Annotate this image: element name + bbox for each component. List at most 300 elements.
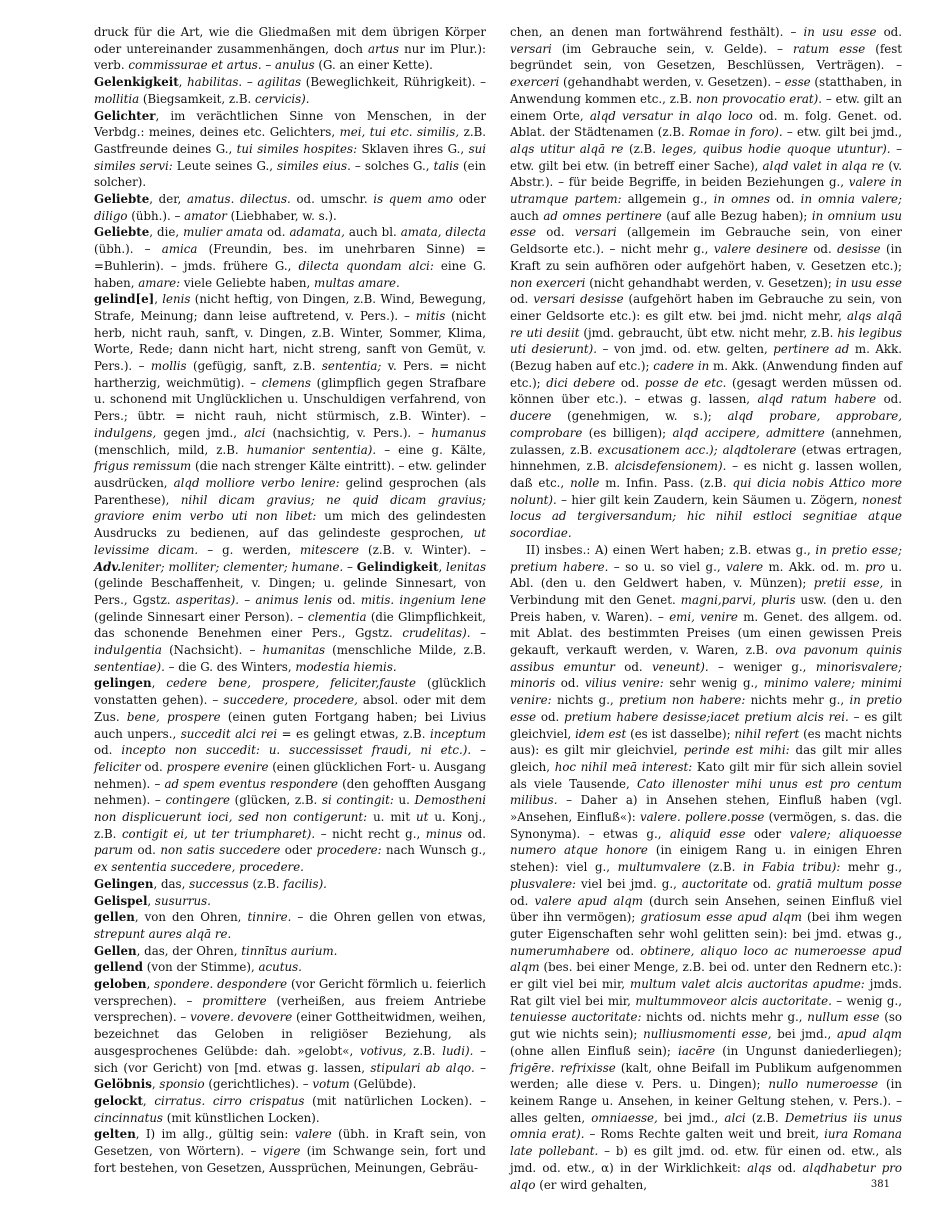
latin-term: promittere (202, 993, 267, 1008)
entry-text: (z.B. v. Winter). – (359, 542, 486, 557)
latin-term: in omnium usu esse (510, 208, 902, 240)
entry-text: , (142, 1094, 155, 1108)
left-column (94, 24, 486, 1177)
latin-term: multas amare. (314, 275, 400, 290)
latin-term: nonest locus ad tergiversandum; hic nihil estloci segnitiae atque socordiae. (510, 492, 902, 541)
latin-term: artus (368, 41, 400, 56)
entry-text: m. Akk. (Anwendung finden auf etc.); (510, 359, 902, 390)
latin-term: humanus (431, 425, 486, 440)
entry-text: – so u. so viel g., (608, 559, 727, 574)
latin-term: contigit ei, ut ter triumpharet). (121, 826, 316, 841)
entry-text: u. Konj., z.B. (94, 810, 486, 841)
latin-term: in omnes (713, 192, 771, 207)
entry-text: – (343, 559, 357, 574)
latin-term: in omnia valere; (800, 192, 903, 207)
entry-text: – wenig g., (831, 993, 902, 1008)
latin-term: ludi). (442, 1043, 474, 1058)
latin-term: pretii esse, (813, 576, 884, 591)
entry-text: (Gelübde). (349, 1077, 417, 1092)
latin-term: ut (416, 810, 429, 825)
latin-term: ad omnes pertinere (543, 208, 662, 223)
entry-text: – nicht recht g., (315, 826, 426, 841)
entry-text: – es gilt gleichviel, (510, 709, 903, 741)
entry-text: (mit künstlichen Locken). (162, 1110, 320, 1125)
latin-term: non provocatio erat). (695, 91, 823, 106)
dictionary-entry (94, 1093, 486, 1126)
entry-text: (nachsichtig, v. Pers.). – (265, 425, 432, 440)
latin-term: incepto non succedit: u. successisset fraudi, ni etc.). (121, 743, 472, 758)
entry-text: , (151, 1077, 160, 1092)
latin-term: dilecta quondam alci: (298, 258, 434, 273)
entry-text: od. (510, 292, 534, 307)
latin-term: magni,parvi, pluris (680, 592, 796, 607)
entry-text: (vor Gericht förmlich u. feierlich versprechen). – (94, 977, 487, 1008)
latin-term: alci (244, 425, 266, 440)
latin-term: facilis). (283, 876, 327, 891)
latin-term: desisse (837, 242, 881, 257)
entry-text: oder (745, 826, 790, 841)
latin-term: alqs utitur alqā re (510, 141, 624, 156)
dictionary-entry (94, 675, 486, 875)
latin-term: gratiosum esse apud alqm (640, 910, 802, 925)
latin-term: iura Romana late pollebant. (510, 1127, 902, 1159)
latin-term: clementia (307, 609, 367, 624)
page-number: 381 (870, 1179, 890, 1190)
entry-text: (jmd. gebraucht, übt etw. nicht mehr, z.B. (579, 325, 838, 340)
latin-term: frigus remissum (94, 459, 192, 474)
entry-text: (vermögen, s. das. die Synonyma). – etwas g., (510, 810, 902, 841)
entry-text: od. (615, 375, 645, 390)
entry-text: – von jmd. od. etw. gelten, (596, 342, 774, 357)
latin-term: dici debere (546, 375, 616, 390)
latin-term: feliciter (94, 759, 141, 774)
entry-text: od. (510, 893, 535, 908)
latin-term: esse (784, 75, 811, 90)
latin-term: similes eius (277, 158, 348, 173)
latin-term: leges, quibus hodie quoque utuntur). (661, 141, 891, 156)
entry-text: , (146, 977, 155, 992)
entry-text: (einen guten Fortgang haben; bei Livius auch unpers., (94, 709, 486, 741)
latin-term: lenitas (446, 559, 486, 574)
latin-term: indulgentia (94, 643, 162, 658)
latin-term: nulliusmomenti esse, (643, 1027, 772, 1042)
entry-text: (in einigem Rang u. in einigen Ehren stehen): viel g., (510, 843, 902, 875)
entry-text: (kalt, ohne Beifall im Publikum aufgenommen werden; alle diese v. Pers. u. Dingen); (510, 1060, 902, 1092)
entry-text: (gehandhabt werden, v. Gesetzen). – (559, 75, 785, 90)
entry-text: (annehmen, zulassen, z.B. (510, 425, 902, 457)
entry-text: – sich (vor Gericht) von [md. etwas g. lassen, (94, 1043, 486, 1075)
entry-text: – etw. gilt bei jmd., (782, 125, 903, 140)
entry-text: chen, an denen man fortwährend festhält). – (510, 25, 804, 39)
entry-text: – (474, 1060, 486, 1075)
entry-text: od. (462, 826, 486, 841)
latin-term: exerceri (510, 75, 560, 90)
latin-term: ducere (510, 409, 552, 424)
dictionary-entry (510, 542, 902, 1193)
headword: Gelingen (94, 876, 154, 891)
latin-term: bene, prospere (126, 709, 221, 724)
latin-term: parum (94, 843, 134, 858)
entry-text: od. (536, 709, 565, 724)
entry-text: (etwas ertragen, hinnehmen, z.B. (510, 442, 902, 474)
entry-text: (menschlich, mild, z.B. (94, 442, 247, 457)
headword: gellen (94, 910, 135, 925)
latin-term: animus lenis (255, 592, 333, 607)
latin-term: amica (161, 242, 198, 257)
latin-term: susurrus. (154, 893, 211, 908)
latin-term: cervicis). (255, 91, 310, 106)
latin-term: tinnītus aurium. (241, 943, 338, 958)
entry-text: auch (510, 208, 544, 223)
headword: gelind[e] (94, 292, 155, 307)
latin-term: plusvalere: (510, 876, 577, 891)
headword: Gelöbnis (94, 1077, 152, 1092)
entry-text: (Freundin, bes. im unehrbaren Sinne) = =Buhlerin). – jmds. frühere G., (94, 242, 486, 273)
entry-text: (genehmigen, w. s.); (551, 409, 728, 424)
entry-text: (z.B. (248, 876, 284, 891)
latin-term: nolle (570, 475, 600, 490)
latin-term: pretium non habere: (619, 693, 746, 708)
entry-text: (aufgehört haben im Gebrauche zu sein, von einer Geldsorte etc.): es gilt etw. bei jmd. nicht mehr, (510, 292, 903, 323)
entry-text: II) insbes.: A) einen Wert haben; z.B. etwas g., (526, 542, 816, 557)
entry-text: (v. Abstr.). – für beide Begriffe, in beiden Beziehungen g., (510, 158, 902, 190)
headword: Gelindigkeit (356, 559, 439, 574)
entry-text: um mich des gelindesten Ausdrucks zu bedienen, auf das gelindeste gesprochen, (94, 509, 486, 541)
latin-term: iacēre (678, 1043, 716, 1058)
entry-text: (glücken, z.B. (230, 793, 322, 808)
entry-text: jmds. Rat gilt viel bei mir, (510, 977, 903, 1008)
entry-text: viele Geliebte haben, (180, 275, 315, 290)
entry-text: m. Infin. Pass. (z.B. (599, 475, 733, 490)
latin-term: ratum esse (792, 41, 866, 56)
entry-text: (es ist dasselbe); (626, 726, 735, 741)
entry-text: (glücklich vonstatten gehen). – (94, 676, 487, 708)
latin-term: valere in utramque partem: (510, 175, 903, 207)
entry-text: usw. (den u. den Preis haben, v. Waren). – (510, 592, 902, 624)
entry-text: (nicht gehandhabt werden, v. Gesetzen); (585, 275, 836, 290)
entry-text: (es billigen); (582, 425, 673, 440)
entry-text: oder (280, 843, 317, 858)
entry-text: , (151, 676, 167, 691)
latin-term: cadere in (653, 359, 710, 374)
entry-text: . – (257, 58, 276, 73)
entry-text: (menschliche Milde, z.B. (325, 643, 487, 658)
entry-text: (einen glücklichen Fort- u. Ausgang nehmen). – (94, 759, 486, 791)
latin-term: in usu esse (803, 25, 877, 39)
latin-term: mitis (415, 308, 446, 323)
latin-term: non exerceri (510, 275, 586, 290)
entry-text: eine G. haben, (94, 258, 486, 290)
headword: gelockt (94, 1094, 143, 1108)
entry-text: – b) es gilt jmd. od. etw. für einen od. etw., als jmd. od. etw., α) in der Wirklichkeit: (510, 1144, 902, 1175)
latin-term: vilius venire: (584, 676, 664, 691)
entry-text: (verheißen, aus freiem Antriebe versprechen). – (94, 993, 486, 1025)
latin-term: nullo numeroesse (768, 1077, 879, 1092)
dictionary-entry (94, 976, 486, 1093)
entry-text: viel bei jmd. g., (576, 876, 682, 891)
latin-term: cincinnatus (94, 1110, 163, 1125)
entry-text: – die Ohren gellen von etwas, (291, 910, 486, 925)
headword: Gelispel (94, 893, 148, 908)
latin-term: emi, venire (669, 609, 738, 624)
latin-term: mollis (150, 359, 187, 374)
latin-term: prospere evenire (166, 759, 269, 774)
latin-term: versari (510, 41, 552, 56)
entry-text: – etw. gilt bei etw. (in betreff einer Sache), (510, 141, 903, 173)
latin-term: minorisvalere; minoris (510, 659, 902, 691)
entry-text: od. (807, 242, 838, 257)
dictionary-entry (94, 1126, 486, 1176)
latin-term: valere; aliquoesse numero atque honore (510, 826, 902, 858)
entry-text: – g. werden, (198, 542, 301, 557)
entry-text: sehr wenig g., (663, 676, 764, 691)
dictionary-entry (94, 291, 486, 675)
entry-text: od. (94, 743, 122, 758)
entry-text: (statthaben, in Anwendung kommen etc., z.B. (510, 75, 902, 106)
entry-text: – (470, 626, 486, 641)
latin-term: commissurae et artus (128, 58, 258, 73)
entry-text: , (438, 559, 447, 574)
headword: Gelenkigkeit (94, 75, 179, 90)
entry-text: , (147, 893, 155, 908)
latin-term: tenuiesse auctoritate: (510, 1010, 642, 1025)
latin-term: mitis. ingenium lene (360, 592, 486, 607)
latin-term: humanitas (262, 643, 326, 658)
latin-term: gratiā multum posse (776, 876, 902, 891)
headword: Geliebte (94, 192, 150, 207)
entry-text: Sklaven ihres G., (357, 141, 469, 156)
latin-term: perinde est mihi: (683, 743, 790, 758)
latin-term: valere desinere (713, 242, 808, 257)
entry-text: (im Gebrauche sein, v. Gelde). – (551, 41, 793, 56)
dictionary-entry (94, 24, 486, 74)
entry-text: u. Abl. (den u. den Geldwert haben, v. Münzen); (510, 559, 902, 591)
latin-term: valere. pollere.posse (639, 810, 765, 825)
entry-text: (Biegsamkeit, z.B. (139, 91, 256, 106)
entry-text: (gelinde Beschaffenheit, v. Dingen; u. gelinde Sinnesart, von Pers., Ggstz. (94, 576, 486, 607)
dictionary-entry (94, 943, 486, 960)
headword: Gellen (94, 943, 137, 958)
latin-term: posse de etc. (644, 375, 727, 390)
entry-text: (bei ihm wegen guter Eigenschaften sehr wohl gelitten sein): bei jmd. etwas g., (510, 910, 902, 941)
latin-term: alqs (747, 1160, 772, 1175)
entry-text: (fest begründet sein, von Gesetzen, Beschlüssen, Verträgen). – (510, 41, 902, 73)
entry-text: , das, der Ohren, (136, 943, 242, 958)
entry-text: v. Pers. = nicht hartherzig, weichmütig). – (94, 359, 487, 390)
entry-text: – (239, 592, 256, 607)
entry-text: od. (140, 759, 167, 774)
entry-text: (glimpflich gegen Strafbare u. schonend mit Unglücklichen u. Unschuldigen verfahrend, von Pers.; übtr. = nicht rauh, nicht stürmisch, z.B. Winter). – (94, 375, 486, 424)
entry-text: (mit natürlichen Locken). – (304, 1094, 486, 1108)
latin-term: aliquid esse (669, 826, 746, 841)
latin-term: pertinere ad (773, 342, 850, 357)
latin-term: is quem amo (373, 192, 454, 207)
latin-term: successus (189, 876, 249, 891)
entry-text: . – (238, 75, 258, 90)
dictionary-entry (94, 909, 486, 942)
latin-term: votum (312, 1077, 350, 1092)
entry-text: – weniger g., (708, 659, 816, 674)
headword: Adv. (94, 559, 122, 574)
entry-text: od. (609, 943, 641, 958)
latin-term: frigēre. refrixisse (510, 1060, 616, 1075)
latin-term: alqd ratum habere (757, 392, 877, 407)
entry-text: , von den Ohren, (134, 910, 248, 925)
latin-term: talis (433, 158, 459, 173)
entry-text: – Roms Rechte galten weit und breit, (584, 1127, 825, 1142)
latin-term: multummoveor alcis auctoritate. (635, 993, 832, 1008)
latin-term: alqd valet in alqa re (762, 158, 885, 173)
entry-text: (G. an einer Kette). (314, 58, 433, 73)
latin-term: modestia hiemis. (295, 659, 397, 674)
latin-term: humanior sententia). (246, 442, 377, 457)
dictionary-entry (94, 876, 486, 893)
entry-text: – eine g. Kälte, (376, 442, 486, 457)
latin-term: acutus. (258, 960, 302, 975)
latin-term: strepunt aures alqā re. (94, 926, 232, 941)
latin-term: mei, tui etc. similis, (339, 125, 460, 140)
latin-term: qui dicia nobis Attico more nolunt). (510, 475, 902, 507)
entry-text: , im verächtlichen Sinne von Menschen, in der Verbdg.: meines, deines etc. Gelichters, (94, 108, 486, 140)
latin-term: pretium habere desisse;iacet pretium alcis rei. (564, 709, 849, 724)
latin-term: alqd molliore verbo lenire: (173, 475, 340, 490)
headword: gelingen (94, 676, 152, 691)
dictionary-entry (510, 24, 902, 542)
latin-term: in usu esse (835, 275, 902, 290)
dictionary-entry (94, 108, 486, 192)
entry-text: = es gelingt etwas, z.B. (277, 726, 430, 741)
entry-text: (in Kraft zu sein aufhören oder aufgehört haben, v. Gesetzen etc.); (510, 242, 902, 273)
latin-term: non satis succedere (160, 843, 281, 858)
entry-text: (es macht nichts aus): es gilt mir gleichviel, (510, 726, 902, 758)
entry-text: (bes. bei einer Menge, z.B. bei od. unter den Rednern etc.): er gilt viel bei mir, (510, 960, 902, 992)
headword: Geliebte (94, 225, 150, 240)
entry-text: – hier gilt kein Zaudern, kein Säumen u. Zögern, (556, 492, 862, 507)
headword: geloben (94, 977, 147, 992)
latin-term: mollitia (94, 91, 140, 106)
latin-term: hoc nihil meā interest: (554, 759, 693, 774)
entry-text: (von der Stimme), (143, 960, 259, 975)
latin-term: cirratus. cirro crispatus (154, 1094, 305, 1108)
entry-text: , (154, 292, 163, 307)
entry-text: m. Akk. (Bezug haben auf etc.); (510, 342, 902, 374)
entry-text: (den gehofften Ausgang nehmen). – (94, 776, 486, 808)
entry-text: , I) im allg., gültig sein: (135, 1127, 295, 1142)
entry-text: (übh.). – (94, 242, 162, 257)
latin-term: sponsio (159, 1077, 205, 1092)
latin-term: multum valet alcis auctoritas apudme: (630, 977, 865, 992)
latin-term: alcisdefensionem). (614, 459, 727, 474)
latin-term: anulus (275, 58, 315, 73)
entry-text: z.B. Gastfreunde deines G., (94, 125, 486, 156)
right-column (510, 24, 902, 1193)
latin-term: mitescere (300, 542, 359, 557)
latin-term: adamata, (289, 225, 345, 240)
latin-term: tinnire. (247, 910, 292, 925)
entry-text: (auf alle Bezug haben); (661, 208, 812, 223)
latin-term: lenis (162, 292, 191, 307)
latin-term: Demostheni non displicuerunt ioci, sed non contigerunt: (94, 793, 486, 825)
latin-term: in pretio esse (510, 693, 903, 724)
entry-text: (nicht herb, nicht rauh, sanft, v. Dingen, z.B. Winter, Sommer, Klima, Worte, Rede; dann nicht hart, nicht streng, sanft von Gemüt, v. Pers.). – (94, 308, 487, 374)
latin-term: Cato illenoster mihi unus est pro centum milibus. (510, 776, 902, 808)
headword: Gelichter (94, 108, 156, 123)
entry-text: – etw. gilt an einem Orte, (510, 91, 902, 123)
entry-text: (übh. in Kraft sein, von Gesetzen, von Wörtern). – (94, 1127, 486, 1159)
latin-term: vovere. devovere (190, 1010, 293, 1025)
latin-term: versari (574, 225, 617, 240)
entry-text: nach Wunsch g., (381, 843, 487, 858)
latin-term: leniter; molliter; clementer; humane. (121, 559, 344, 574)
latin-term: succedit alci rei (180, 726, 278, 741)
latin-term: diligo (94, 208, 128, 223)
latin-term: succedere, procedere, (223, 693, 358, 708)
entry-text: , das, (153, 876, 190, 891)
entry-text: Kato gilt mir für sich allein soviel als viele Tausende, (510, 759, 902, 791)
latin-term: alci (724, 1110, 746, 1125)
entry-text: nichts od. nichts mehr g., (641, 1010, 808, 1025)
latin-term: crudelitas). (402, 626, 471, 641)
entry-text: od. umschr. (290, 192, 374, 207)
entry-text: od. (133, 843, 161, 858)
entry-text: (gelinde Sinnesart einer Person). – (94, 609, 308, 624)
dictionary-entry (94, 74, 486, 107)
entry-text: mehr g., (840, 860, 902, 875)
entry-text: , (178, 75, 188, 90)
entry-text: , der, (149, 192, 187, 207)
entry-text: das gilt mir alles gleich, (510, 743, 902, 774)
entry-text: oder (453, 192, 486, 207)
entry-text: (Liebhaber, w. s.). (226, 208, 337, 223)
latin-term: spondere. despondere (154, 977, 288, 992)
entry-text: (z.B. (623, 141, 662, 156)
entry-text: druck für die Art, wie die Gliedmaßen mit dem übrigen Körper oder untereinander zusammenhängen, doch (94, 25, 486, 56)
latin-term: minimo valere; minimi venire: (510, 676, 902, 708)
latin-term: ova pavonum quinis assibus emuntur (510, 643, 902, 674)
entry-text: bei jmd., (771, 1027, 837, 1042)
latin-term: amata, dilecta (400, 225, 486, 240)
entry-text: od. (876, 392, 902, 407)
entry-text: gegen jmd., (156, 425, 245, 440)
entry-text: , die, (149, 225, 184, 240)
latin-term: si contingit: (321, 793, 394, 808)
latin-term: sui similes servi: (94, 141, 486, 173)
entry-text: auch bl. (344, 225, 401, 240)
latin-term: apud alqm (836, 1027, 902, 1042)
entry-text: (gesagt werden müssen od. können über etc.). – etwas g. lassen, (510, 375, 902, 407)
latin-term: pro (864, 559, 886, 574)
latin-term: votivus, (360, 1043, 407, 1058)
latin-term: alqd versatur in alqo loco (589, 108, 753, 123)
entry-text: (Nachsicht). – (161, 643, 263, 658)
latin-term: versari desisse (533, 292, 624, 307)
latin-term: inceptum (429, 726, 486, 741)
latin-term: stipulari ab alqo. (370, 1060, 475, 1075)
latin-term: his legibus uti desierunt). (510, 325, 902, 357)
latin-term: sententiae). (94, 659, 165, 674)
entry-text: od. (332, 592, 361, 607)
latin-term: excusationem acc.); alqdtolerare (597, 442, 797, 457)
entry-text: od. m. folg. Genet. od. Ablat. der Städtenamen (z.B. (510, 108, 902, 140)
entry-text: – die G. des Winters, (164, 659, 296, 674)
latin-term: amare: (138, 275, 181, 290)
headword: gelten (94, 1127, 136, 1142)
entry-text: od. (770, 192, 801, 207)
entry-text: od. (876, 25, 902, 39)
entry-text: bei jmd., (657, 1110, 725, 1125)
entry-text: (in keinem Range u. Ansehen, in keiner Geltung stehen, v. Pers.). – alles gelten, (510, 1077, 902, 1125)
entry-text: (ein solcher). (94, 158, 486, 190)
